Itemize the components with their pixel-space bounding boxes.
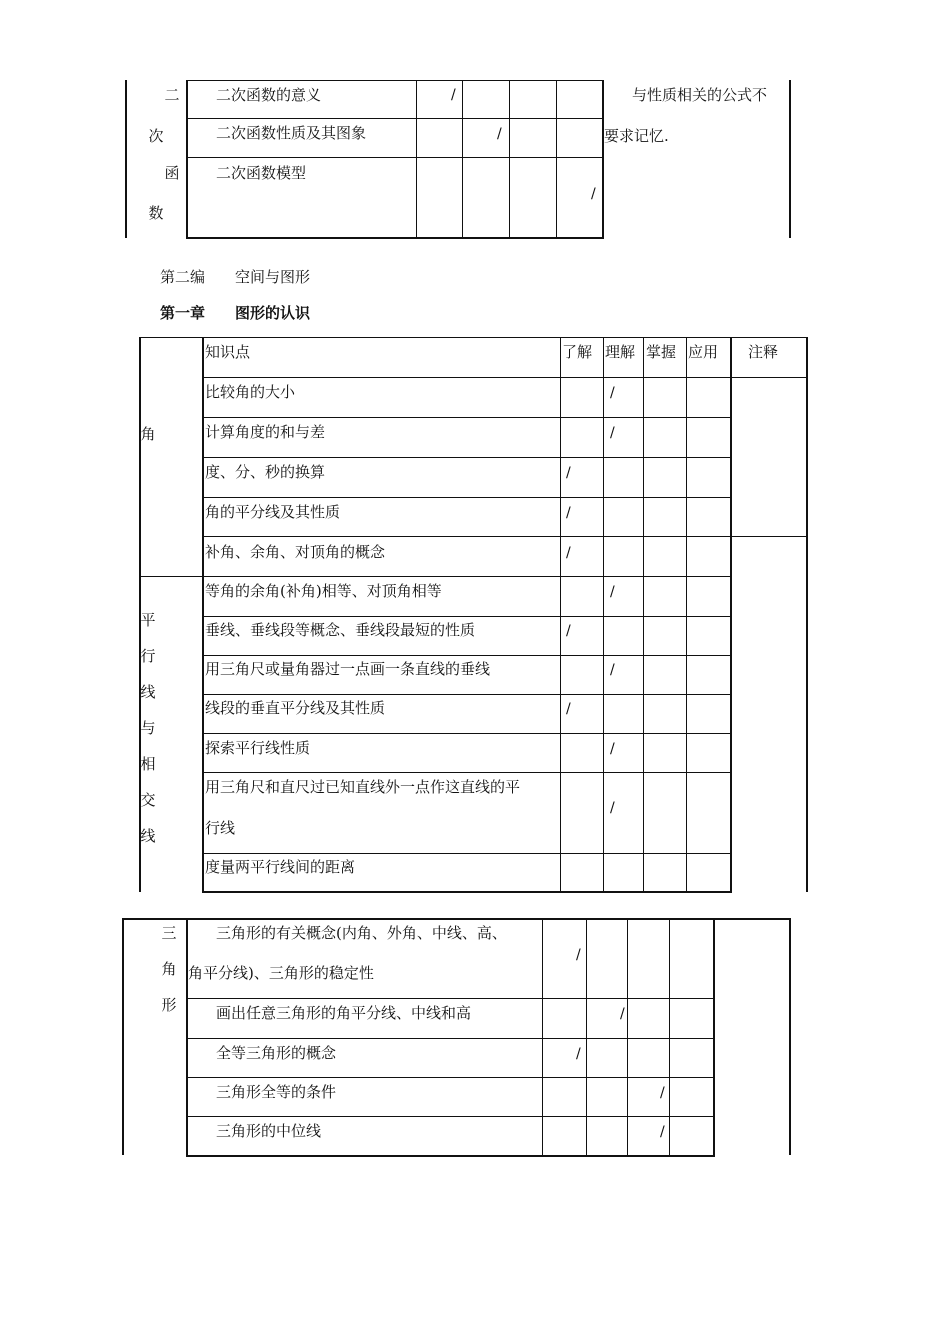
group-label-char: 二: [164, 86, 180, 104]
table-row-label: 探索平行线性质: [205, 739, 311, 757]
header-apply: 应用: [688, 343, 719, 361]
check-mark: /: [660, 1124, 665, 1140]
table-row-label: 用三角尺和直尺过已知直线外一点作这直线的平: [205, 778, 521, 796]
table-row-label: 度、分、秒的换算: [205, 463, 326, 481]
check-mark: /: [566, 701, 571, 717]
table-row-label: 二次函数性质及其图象: [216, 124, 367, 142]
chapter-title: 第一章 图形的认识: [160, 304, 311, 322]
check-mark: /: [620, 1006, 625, 1022]
note-text: 与性质相关的公式不: [632, 86, 768, 104]
check-mark: /: [566, 465, 571, 481]
section-title: 第二编 空间与图形: [160, 268, 311, 286]
table-row-label: 行线: [205, 819, 236, 837]
table-row-label: 比较角的大小: [205, 383, 296, 401]
header-knowledge: 知识点: [205, 343, 251, 361]
check-mark: /: [610, 584, 615, 600]
group-label-char: 与: [140, 719, 156, 737]
table-row-label: 二次函数的意义: [216, 86, 322, 104]
note-text: 要求记忆.: [604, 127, 669, 145]
header-understand: 了解: [562, 343, 593, 361]
check-mark: /: [576, 947, 581, 963]
group-label-char: 交: [140, 791, 156, 809]
table-row-label: 二次函数模型: [216, 164, 307, 182]
table-row-label: 三角形全等的条件: [216, 1083, 337, 1101]
table-row-label: 垂线、垂线段等概念、垂线段最短的性质: [205, 621, 476, 639]
table-row-label: 全等三角形的概念: [216, 1044, 337, 1062]
header-master: 掌握: [646, 343, 677, 361]
table-row-label: 等角的余角(补角)相等、对顶角相等: [205, 582, 442, 600]
group-label-char: 数: [148, 204, 164, 222]
check-mark: /: [566, 623, 571, 639]
check-mark: /: [591, 186, 596, 202]
check-mark: /: [610, 741, 615, 757]
table-row-label: 度量两平行线间的距离: [205, 858, 356, 876]
check-mark: /: [566, 545, 571, 561]
group-label-angle: 角: [140, 425, 156, 443]
group-label-char: 形: [161, 996, 177, 1014]
table-row-label: 三角形的中位线: [216, 1122, 322, 1140]
check-mark: /: [610, 662, 615, 678]
header-note: 注释: [748, 343, 779, 361]
table-row-label: 角的平分线及其性质: [205, 503, 341, 521]
check-mark: /: [610, 385, 615, 401]
group-label-char: 相: [140, 755, 156, 773]
group-label-char: 行: [140, 647, 156, 665]
check-mark: /: [576, 1046, 581, 1062]
check-mark: /: [566, 505, 571, 521]
group-label-char: 三: [161, 924, 177, 942]
check-mark: /: [497, 126, 502, 142]
group-label-char: 线: [140, 683, 156, 701]
check-mark: /: [610, 800, 615, 816]
table-row-label: 画出任意三角形的角平分线、中线和高: [216, 1004, 472, 1022]
header-comprehend: 理解: [605, 343, 636, 361]
check-mark: /: [610, 425, 615, 441]
group-label-char: 平: [140, 611, 156, 629]
table-row-label: 用三角尺或量角器过一点画一条直线的垂线: [205, 660, 491, 678]
table-row-label: 三角形的有关概念(内角、外角、中线、高、: [216, 924, 507, 942]
table-row-label: 计算角度的和与差: [205, 423, 326, 441]
table-row-label: 角平分线)、三角形的稳定性: [188, 964, 374, 982]
group-label-char: 线: [140, 827, 156, 845]
check-mark: /: [660, 1085, 665, 1101]
group-label-char: 函: [164, 164, 180, 182]
group-label-char: 次: [148, 127, 164, 145]
check-mark: /: [451, 87, 456, 103]
table-row-label: 线段的垂直平分线及其性质: [205, 699, 386, 717]
group-label-char: 角: [161, 960, 177, 978]
table-row-label: 补角、余角、对顶角的概念: [205, 543, 386, 561]
